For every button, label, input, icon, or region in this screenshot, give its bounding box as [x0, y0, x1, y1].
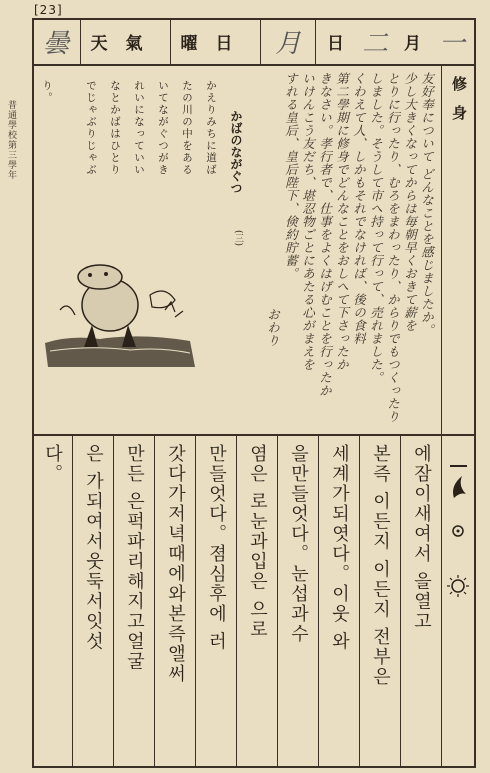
- poem-line: り。: [41, 80, 53, 104]
- essay-line: きなさい。孝行者で、仕事をよくはげむことを行ったか: [317, 72, 333, 397]
- korean-column: 세계가되엿다。이웃 와: [318, 436, 359, 768]
- essay-line: くわえて人、しかもそれでなければ、後の食料: [351, 72, 367, 345]
- date-suffix: 日: [315, 18, 355, 64]
- poem-line: なとかばはひとり: [109, 80, 121, 176]
- day-value: 二: [361, 28, 388, 59]
- essay-line: しました。そうして市へ持って行って、売れました。: [368, 72, 384, 384]
- korean-composition: [32, 436, 476, 768]
- korean-column: 갓다가저녁때에와본즉앨써: [154, 436, 195, 768]
- poem-line: でじゃぶりじゃぶ: [85, 80, 97, 176]
- essay-line: 友好奉について どんなことを感じましたか。: [419, 72, 435, 337]
- page-number: [23]: [34, 3, 63, 17]
- korean-column: 염은 로눈과입은 으로: [236, 436, 277, 768]
- poem-number: (三): [233, 230, 243, 247]
- weather-value: 曇: [42, 28, 69, 59]
- poem-block: [36, 70, 258, 270]
- hippo-illustration: [40, 255, 200, 370]
- subject-label: 修身: [450, 76, 468, 134]
- korean-column: 만들엇다。졈심후에 러: [195, 436, 236, 768]
- essay-line: 第二學期に修身でどんなことをおしへて下さったか: [334, 72, 350, 371]
- month-suffix: 月: [404, 33, 421, 54]
- date-header: [32, 18, 476, 66]
- korean-column: 에잠이새여서 을열고: [400, 436, 441, 768]
- essay-line: 少し大きくなってからは毎朝早くおきて薪を: [402, 72, 418, 332]
- korean-column: 을만들엇다。눈섭과수: [277, 436, 318, 768]
- handwritten-essay: [260, 68, 438, 434]
- korean-column: 만든 은퍽파리해지고얼굴: [113, 436, 154, 768]
- poem-line: かえりみちに道ば: [205, 80, 217, 176]
- poem-line: れいになっていい: [133, 80, 145, 176]
- moon-icon: [453, 476, 466, 498]
- essay-line: すれる皇后、皇后陛下、倹約貯蓄。: [283, 72, 299, 280]
- sun-rays-icon: [452, 580, 464, 592]
- weather-symbols-column: [441, 436, 476, 768]
- side-note: 普通學校第三學年: [6, 100, 16, 180]
- subject-cell: [441, 66, 476, 436]
- essay-line: いけんこう友だち、堪忍物ごとにあたる心がまえを: [300, 72, 316, 371]
- essay-closing: おわり: [265, 308, 281, 347]
- korean-column: 다。: [42, 444, 63, 484]
- weather-label: 天氣: [80, 18, 170, 64]
- poem-line: いてながぐつがき: [157, 80, 169, 176]
- essay-line: とりに行ったり、むろをまわったり、からりでもつくったり: [385, 72, 401, 423]
- day-label: 曜日: [170, 18, 260, 64]
- month-value: 一: [438, 28, 465, 59]
- weather-icons: [442, 436, 475, 636]
- weekday-value: 月: [260, 18, 315, 64]
- poem-line: たの川の中をある: [181, 80, 193, 176]
- poem-title: かばのながぐつ: [229, 110, 243, 194]
- korean-column: 은 가되여서웃둑서잇섯: [72, 436, 113, 768]
- korean-column: 본즉 이든지 이든지 전부은: [359, 436, 400, 768]
